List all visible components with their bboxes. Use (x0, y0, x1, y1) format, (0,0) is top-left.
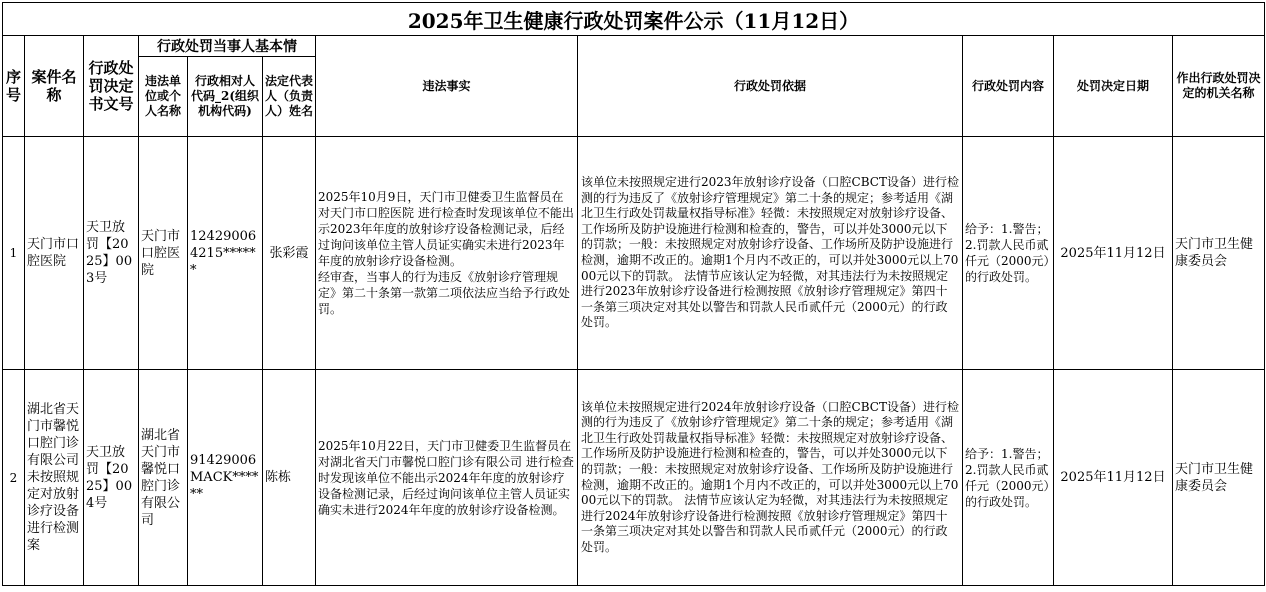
row-seq: 1 (3, 137, 25, 370)
row-doc-no: 天卫放罚【2025】003号 (84, 137, 139, 370)
header-legal-rep: 法定代表人（负责人）姓名 (263, 57, 316, 137)
row-party-code: 124290064215****** (188, 137, 263, 370)
row-facts (316, 370, 578, 586)
row-party-code: 91429006MACK****** (188, 370, 263, 586)
header-party-group: 行政处罚当事人基本情 (139, 36, 316, 57)
row-doc-no: 天卫放罚【2025】004号 (84, 370, 139, 586)
row-basis: 该单位未按照规定进行2024年放射诊疗设备（口腔CBCT设备）进行检测的行为违反了《放射诊疗管理规定》第二十条的规定；参考适用《湖北卫生行政处罚裁量权指导标准》轻微：未按照规定对放射诊疗设备、工作场所及防护设施进行检测和检查的，警告，可以并处3000元以下的罚款；一般：未按照规定对放射诊疗设备、工作场所及防护设施进行检测，逾期不改正的。逾期1个月内不改正的，可以并处3000元以上7000元以下的罚款。 法情节应该认定为轻微，对其违法行为未按照规定进行2024年放射诊疗设备进行检测按照《放射诊疗管理规定》第四十一条第三项决定对其处以警告和罚款人民币贰仟元（2000元）的行政处罚。 (578, 370, 963, 586)
row-case-name: 湖北省天门市馨悦口腔门诊有限公司未按照规定对放射诊疗设备进行检测案 (25, 370, 84, 586)
header-party-code: 行政相对人代码_2(组织机构代码) (188, 57, 263, 137)
header-authority: 作出行政处罚决定的机关名称 (1173, 36, 1265, 137)
row-content: 给予：1.警告；2.罚款人民币贰仟元（2000元）的行政处罚。 (963, 370, 1054, 586)
header-doc-no: 行政处罚决定书文号 (84, 36, 139, 137)
row-content: 给予：1.警告；2.罚款人民币贰仟元（2000元）的行政处罚。 (963, 137, 1054, 370)
header-party-name: 违法单位或个人名称 (139, 57, 188, 137)
header-seq: 序号 (3, 36, 25, 137)
header-facts: 违法事实 (316, 36, 578, 137)
row-facts (316, 137, 578, 370)
row-facts-text: 2025年10月9日，天门市卫健委卫生监督员在对天门市口腔医院 进行检查时发现该单位不能出示2023年年度的放射诊疗设备检测记录，后经过询问该单位主管人员证实确实未进行2023年年度的放射诊疗设备检测。 (318, 190, 574, 268)
header-content: 行政处罚内容 (963, 36, 1054, 137)
row-date: 2025年11月12日 (1054, 370, 1173, 586)
row-party-name: 天门市口腔医院 (139, 137, 188, 370)
header-date: 处罚决定日期 (1054, 36, 1173, 137)
table-row (3, 137, 1265, 370)
penalty-table (2, 2, 1265, 586)
row-date: 2025年11月12日 (1054, 137, 1173, 370)
row-facts-review: 经审查，当事人的行为违反《放射诊疗管理规定》第二十条第一款第二项依法应当给予行政处罚。 (318, 270, 571, 316)
row-basis: 该单位未按照规定进行2023年放射诊疗设备（口腔CBCT设备）进行检测的行为违反了《放射诊疗管理规定》第二十条的规定；参考适用《湖北卫生行政处罚裁量权指导标准》轻微：未按照规定对放射诊疗设备、工作场所及防护设施进行检测和检查的，警告，可以并处3000元以下的罚款；一般：未按照规定对放射诊疗设备、工作场所及防护设施进行检测，逾期不改正的。逾期1个月内不改正的，可以并处3000元以上7000元以下的罚款。 法情节应该认定为轻微，对其违法行为未按照规定进行2023年放射诊疗设备进行检测按照《放射诊疗管理规定》第四十一条第三项决定对其处以警告和罚款人民币贰仟元（2000元）的行政处罚。 (578, 137, 963, 370)
row-legal-rep: 陈栋 (263, 370, 316, 586)
row-seq: 2 (3, 370, 25, 586)
row-legal-rep: 张彩霞 (263, 137, 316, 370)
row-authority: 天门市卫生健康委员会 (1173, 137, 1265, 370)
page-title: 2025年卫生健康行政处罚案件公示（11月12日） (3, 3, 1265, 36)
table-row (3, 370, 1265, 586)
row-party-name: 湖北省天门市馨悦口腔门诊有限公司 (139, 370, 188, 586)
row-facts-text: 2025年10月22日，天门市卫健委卫生监督员在对湖北省天门市馨悦口腔门诊有限公司 进行检查时发现该单位不能出示2024年年度的放射诊疗设备检测记录，后经过询问该单位主管人员证实确实未进行2024年年度的放射诊疗设备检测。 (318, 438, 574, 517)
header-case-name: 案件名称 (25, 36, 84, 137)
row-case-name: 天门市口腔医院 (25, 137, 84, 370)
row-authority: 天门市卫生健康委员会 (1173, 370, 1265, 586)
header-basis: 行政处罚依据 (578, 36, 963, 137)
